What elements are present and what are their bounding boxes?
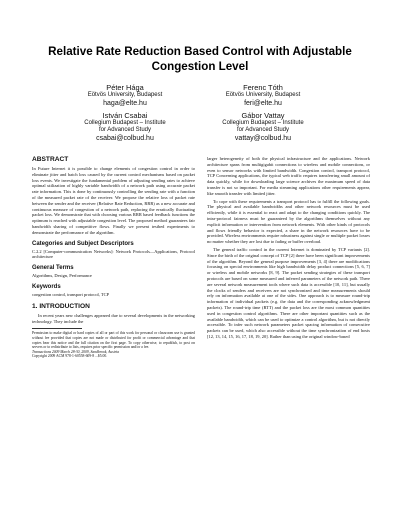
categories-text: C.2.2 [Computer-communication Networks]: Network Protocols—Applications, Protocol architecture (32, 248, 195, 260)
body-paragraph: larger heterogeneity of both the physical infrastructure and the applications. Network architecture spans from multigigabit connections to wireless and mobile connections, or even to sensor networks with limited bandwidth. Congestion control, transport protocol, TCP Concerning applications, the typical web traffic requires transferring small amount of data quickly, while for downloading large science archives the maximum speed of data transfer is not so important. For media streaming applications other requirements appear, like smooth transfer with limited jitter. (207, 156, 370, 196)
author-block (188, 83, 338, 108)
author-affiliation: Collegium Budapest – Institute (222, 120, 304, 126)
abstract-text: In Future Internet it is possible to change elements of congestion control in order to eliminate jitter and batch loss caused by the current control mechanisms based on packet loss events. We investigate the fundamental problem of adjusting sending rates to achieve optimal utilization of highly variable bandwidth of a network path using accurate packet rate information. This is done by continuously controlling the sending rate with a function of the measured packet rate of the receiver. We propose the relative loss of packet rate between the sender and the receiver (Relative Rate Reduction, RRR) as a new accurate and continuous measure of congestion of a network path, replacing the erratically fluctuating packet loss. We demonstrate that with choosing various RRR based feedback functions the optimum is reached with adjustable congestion level. The proposed method guarantees fair bandwidth sharing of competitive flows. Finally we present testbed experiments to demonstrate the performance of the algorithm. (32, 166, 195, 235)
permission-footnote (32, 331, 195, 359)
author-affiliation-2: for Advanced Study (236, 127, 290, 133)
paper-title (40, 44, 360, 74)
terms-text: Algorithms, Design, Performance (32, 273, 92, 279)
keywords-heading: Keywords (32, 283, 61, 290)
introduction-section (32, 303, 195, 325)
body-paragraph: The general traffic control in the current Internet is dominated by TCP variants [2]. Since the birth of the original concept of TCP [2] there have been significant improvements of the algorithm. Beyond the general purpose improvements [3, 4] there are modifications focusing on special environments like high bandwidth delay product connections [5, 6, 7] or wireless and mobile networks [8, 9]. The packet sending strategies of these transport protocols are based on some measured and inferred parameters of the network path. There are several network measurement tools where such data is accessible [10, 11], but usually the clocks of senders and receivers are not synchronized and time measurements should rely on information available at one of the sides. One approach is to measure round-trip information of individual packets (e.g. the data and the corresponding acknowledgment packets). The round-trip time (RTT) and the packet loss are the most common quantities used in congestion control algorithms. There are other important quantities such as the available bandwidth, which can be used to optimize a control algorithm, but is not directly accessible. To infer such network parameters packet spacing information of consecutive packets can be used, which also accessible without the time synchronization of end hosts [12, 13, 14, 15, 16, 17, 18, 19, 20]. Rather than using the original window-based (207, 246, 370, 339)
terms-heading: General Terms (32, 265, 74, 272)
abstract-heading: ABSTRACT (32, 156, 69, 163)
keywords-text: congestion control, transport protocol, TCP (32, 291, 110, 297)
author-name: István Csabai (102, 111, 148, 120)
author-email: feri@elte.hu (244, 100, 282, 107)
footnote-conference: Transactions 2009 March 28-30, 2009, Sandbrook, Austria (32, 349, 120, 354)
left-column (32, 156, 195, 359)
categories-section (32, 241, 195, 261)
author-affiliation-2: for Advanced Study (98, 127, 152, 133)
author-email: haga@elte.hu (103, 100, 147, 107)
author-email: vattay@colbud.hu (234, 135, 292, 142)
author-name: Gábor Vattay (241, 111, 285, 120)
introduction-text: In recent years new challenges appeared due to several developments in the networking technology. They include the (32, 312, 195, 324)
footnote-text: Permission to make digital or hard copies of all or part of this work for personal or classroom use is granted without fee provided that copies are not made or distributed for profit or commercial advantage and that copies bear this notice and the full citation on the first page. To copy otherwise, to republish, to post on servers or to redistribute to lists, requires prior specific permission and/or a fee. (32, 331, 195, 350)
author-block (50, 83, 200, 108)
categories-heading: Categories and Subject Descriptors (32, 240, 134, 247)
author-block (188, 111, 338, 143)
author-affiliation: Collegium Budapest – Institute (84, 120, 166, 126)
introduction-heading: 1. INTRODUCTION (32, 302, 90, 310)
body-paragraph: To cope with these requirements a transport protocol has to fulfill the following goals. The physical and available bandwidths and other network resources must be used efficiently, while it is essential to react and adapt to the changing conditions quickly. The intra-protocol fairness must be guaranteed by the algorithms themselves without any explicit information or intervention from network elements. With other kinds of protocols and flows friendly behavior is expected, a share in the network resources have to be provided. Wireless environments require robustness against single or multiple packet losses no matter whether they are lost due to fading or buffer overload. (207, 198, 370, 245)
footnote-copyright: Copyright 2009 ACM 978-1-60558-609-8 ...$5.00. (32, 354, 108, 359)
footnote-divider (32, 328, 82, 329)
terms-section (32, 265, 195, 279)
author-block (50, 111, 200, 143)
title-line-2: Congestion Level (151, 60, 249, 73)
keywords-section (32, 284, 195, 298)
author-affiliation: Eötvös University, Budapest (87, 92, 163, 98)
author-name: Péter Hága (106, 83, 144, 92)
author-affiliation: Eötvös University, Budapest (225, 92, 301, 98)
right-column (207, 156, 370, 342)
title-line-1: Relative Rate Reduction Based Control with Adjustable (48, 45, 352, 58)
author-email: csabai@colbud.hu (96, 135, 154, 142)
author-name: Ferenc Tóth (243, 83, 283, 92)
